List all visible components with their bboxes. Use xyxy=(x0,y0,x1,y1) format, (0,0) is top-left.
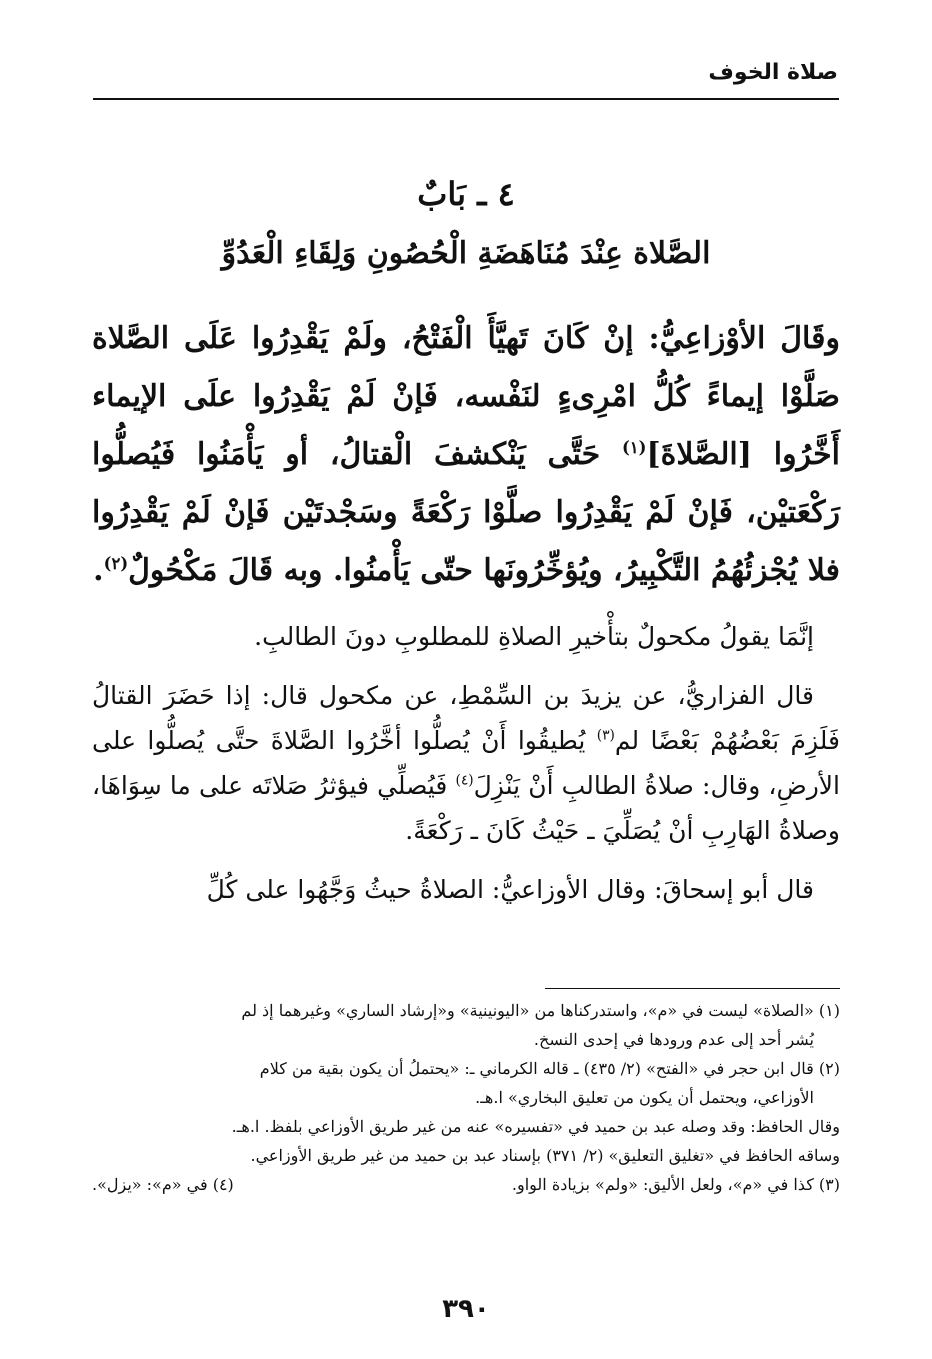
footnote-1: (١) «الصلاة» ليست في «م»، واستدركناها من «اليونينية» و«إرشاد الساري» وغيرهما إذ لم xyxy=(241,1001,840,1020)
paragraph-text: فَيُصلِّي فيؤثرُ صَلاتَه على ما سِوَاهَا، وصلاةُ الهَارِبِ أنْ يُصَلِّيَ ـ حَيْثُ كَانَ ـ رَكْعَةً. xyxy=(92,771,840,845)
paragraph-makhul-note: إنَّمَا يقولُ مكحولٌ بتأْخيرِ الصلاةِ للمطلوبِ دونَ الطالبِ. xyxy=(254,622,814,651)
body-text xyxy=(92,310,840,912)
paragraph-text: حَتَّى يَنْكشفَ الْقتالُ، أو يَأْمَنُوا فَيُصلُّوا رَكْعَتيْن، فَإنْ لَمْ يَقْدِرُوا صلَّوْا رَكْعَةً وسَجْدتَيْن فَإنْ لَمْ يَقْدِرُوا فلا يُجْزئُهُمُ التَّكْبِيرُ، ويُؤخِّرُونَها حتّى يَأْمنُوا. وبه قَالَ مَكْحُولٌ xyxy=(92,437,840,588)
chapter-title: الصَّلاة عِنْدَ مُنَاهَضَةِ الْحُصُونِ وَلِقَاءِ الْعَدُوِّ xyxy=(221,236,711,271)
paragraph-text: . xyxy=(93,553,104,588)
footnote-4: (٤) في «م»: «يزل». xyxy=(92,1175,234,1194)
footnote-marker-1: (١) xyxy=(621,438,647,457)
footnote-marker-4: (٤) xyxy=(455,772,474,789)
footnote-2-hafiz-note: وقال الحافظ: وقد وصله عبد بن حميد في «تفسيره» عنه من غير طريق الأوزاعي بلفظ. ا.هـ. xyxy=(231,1117,840,1136)
paragraph-abu-ishaq: قال أبو إسحاقَ: وقال الأوزاعيُّ: الصلاةُ حيثُ وَجَّهُوا على كُلِّ xyxy=(206,875,814,904)
footnote-3: (٣) كذا في «م»، ولعل الأليق: «ولم» بزيادة الواو. xyxy=(511,1175,840,1194)
chapter-number: ٤ ـ بَابٌ xyxy=(417,175,515,213)
footnote-marker-3: (٣) xyxy=(596,727,615,744)
paragraph-text: قال الفزاريُّ، عن يزيدَ بن السِّمْطِ، عن مكحول قال: إذا حَضَرَ القتالُ فَلَزِمَ بَعْضُهُمْ بَعْضًا لم xyxy=(92,681,840,755)
footnote-2-continued: الأوزاعي، ويحتمل أن يكون من تعليق البخاري» ا.هـ. xyxy=(475,1088,814,1107)
footnote-2-taghliq-note: وساقه الحافظ في «تغليق التعليق» (٢/ ٣٧١) بإسناد عبد بن حميد من غير طريق الأوزاعي. xyxy=(250,1146,840,1165)
footnote-row xyxy=(92,1170,840,1199)
paragraph-text: يُطيقُوا أَنْ يُصلُّوا أخَّرُوا الصَّلاةَ حتَّى يُصلُّوا على الأرضِ، وقال: صلاةُ الطالبِ أَنْ يَنْزِلَ xyxy=(92,726,840,800)
paragraph-awzai-quote xyxy=(92,310,840,600)
running-head-title: صلاة الخوف xyxy=(708,60,838,85)
footnote-marker-2: (٢) xyxy=(103,554,129,573)
footnote-rule xyxy=(545,988,840,989)
footnote-1-continued: يُشر أحد إلى عدم ورودها في إحدى النسخ. xyxy=(533,1030,814,1049)
paragraph-text: وقَالَ الأوْزاعِيُّ: إنْ كَانَ تَهيَّأَ الْفَتْحُ، ولَمْ يَقْدِرُوا عَلَى الصَّلاة صَلَّوْا إيماءً كُلُّ امْرِىءٍ لنَفْسه، فَإنْ لَمْ يَقْدِرُوا علَى الإيماء أَخَّرُوا [الصَّلاةَ] xyxy=(92,321,840,472)
page-number: ٣٩٠ xyxy=(442,1294,490,1324)
footnote-2: (٢) قال ابن حجر في «الفتح» (٢/ ٤٣٥) ـ قاله الكرماني ـ: «يحتملُ أن يكون بقية من كلام xyxy=(259,1059,840,1078)
footnotes xyxy=(92,996,840,1199)
paragraph-fazari xyxy=(92,673,840,853)
header-rule xyxy=(93,98,839,100)
